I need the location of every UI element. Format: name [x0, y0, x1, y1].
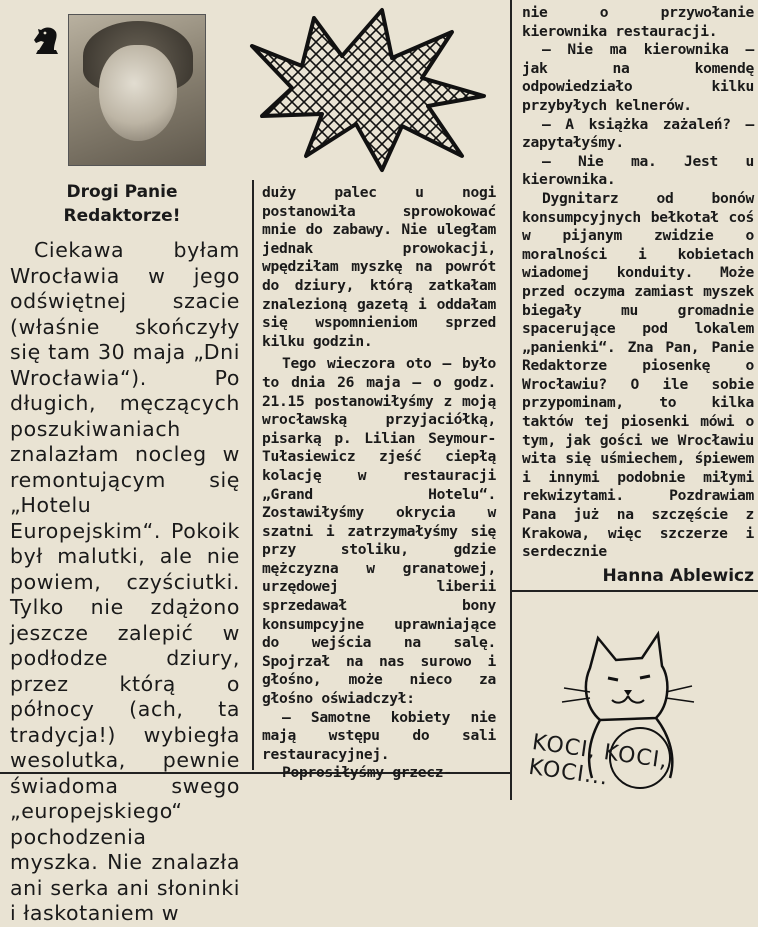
body-paragraph: duży palec u nogi postanowiła sprowokować mnie do zabawy. Nie uległam jednak prowokacji, wpędziłam myszkę na powrót do dziury, którą zatkałam znalezioną gazetą i oddałam się wspomnieniom sprzed kilku godzin.: [262, 184, 496, 350]
body-paragraph: — A książka zażaleń? — zapytałyśmy.: [522, 115, 754, 152]
body-paragraph: nie o przywołanie kierownika restauracji.: [522, 4, 754, 40]
letter-heading: [22, 180, 222, 228]
letter-column-1: [10, 238, 240, 927]
body-paragraph: Ciekawa byłam Wrocławia w jego odświętnej szacie (właśnie skończyły się tam 30 maja „Dni Wrocławia“). Po długich, męczących poszukiwaniach znalazłam nocleg w remontującym się „Hotelu Europejskim“. Pokoik był malutki, ale nie powiem, czyściutki. Tylko nie zdążono jeszcze zalepić w podłodze dziury, przez którą o północy (ach, ta tradycja!) wybiegła wesolutka, pewnie świadoma swego „europejskiego“ pochodzenia myszka. Nie znalazła ani serka ani słoninki i łaskotaniem w: [10, 238, 240, 925]
body-paragraph: Poprosiłyśmy grzecz-: [282, 764, 452, 782]
heading-line-1: Drogi Panie: [66, 182, 178, 202]
author-photo: [68, 14, 206, 166]
knight-icon: [30, 24, 64, 58]
column-divider: [510, 0, 512, 800]
body-paragraph: Tego wieczora oto — było to dnia 26 maja — o godz. 21.15 postanowiłyśmy z moją wrocławską przyjaciółką, pisarką p. Lilian Seymour-Tułasiewicz zjeść ciepłą kolację w restauracji „Grand Hotelu“. Zostawiłyśmy okrycia w szatni i zatrzymałyśmy się przy stoliku, gdzie mężczyzna w granatowej, urzędowej liberii sprzedawał bony konsumpcyjne uprawniające do wejścia na salę. Spojrzał na nas surowo i głośno, może nieco za głośno oświadczył:: [262, 355, 496, 708]
cartoon-caption: KOCI, KOCI, KOCI...: [527, 730, 670, 791]
separator-rule: [510, 590, 758, 592]
body-paragraph: — Nie ma kierownika — jak na komendę odpowiedziało kilku przybyłych kelnerów.: [522, 41, 754, 114]
body-paragraph: — Samotne kobiety nie mają wstępu do sali restauracyjnej.: [262, 708, 496, 763]
letter-column-3: [522, 4, 754, 562]
body-paragraph: — Nie ma. Jest u kierownika.: [522, 152, 754, 189]
body-paragraph: Dygnitarz od bonów konsumpcyjnych bełkotał coś w pijanym zwidzie o moralności i kobietach wiadomej konduity. Może przed oczyma zamiast myszek biegały mu gromadnie spacerujące pod lokalem „panienki“. Zna Pan, Panie Redaktorze piosenkę o Wrocławiu? O ile sobie przypominam, to kilka taktów tej piosenki mówi o tym, jak gości we Wrocławiu wita się uśmiechem, śpiewem i innymi podobnie miłymi rekwizytami. Pozdrawiam Pana już na szczęście z Krakowa, więc szczerze i serdecznie: [522, 189, 754, 561]
signature: Hanna Ablewicz: [602, 566, 754, 586]
decorative-leaf-illustration: [232, 6, 494, 176]
column-divider: [252, 180, 254, 770]
letter-column-2: [262, 184, 496, 783]
heading-line-2: Redaktorze!: [63, 206, 181, 226]
